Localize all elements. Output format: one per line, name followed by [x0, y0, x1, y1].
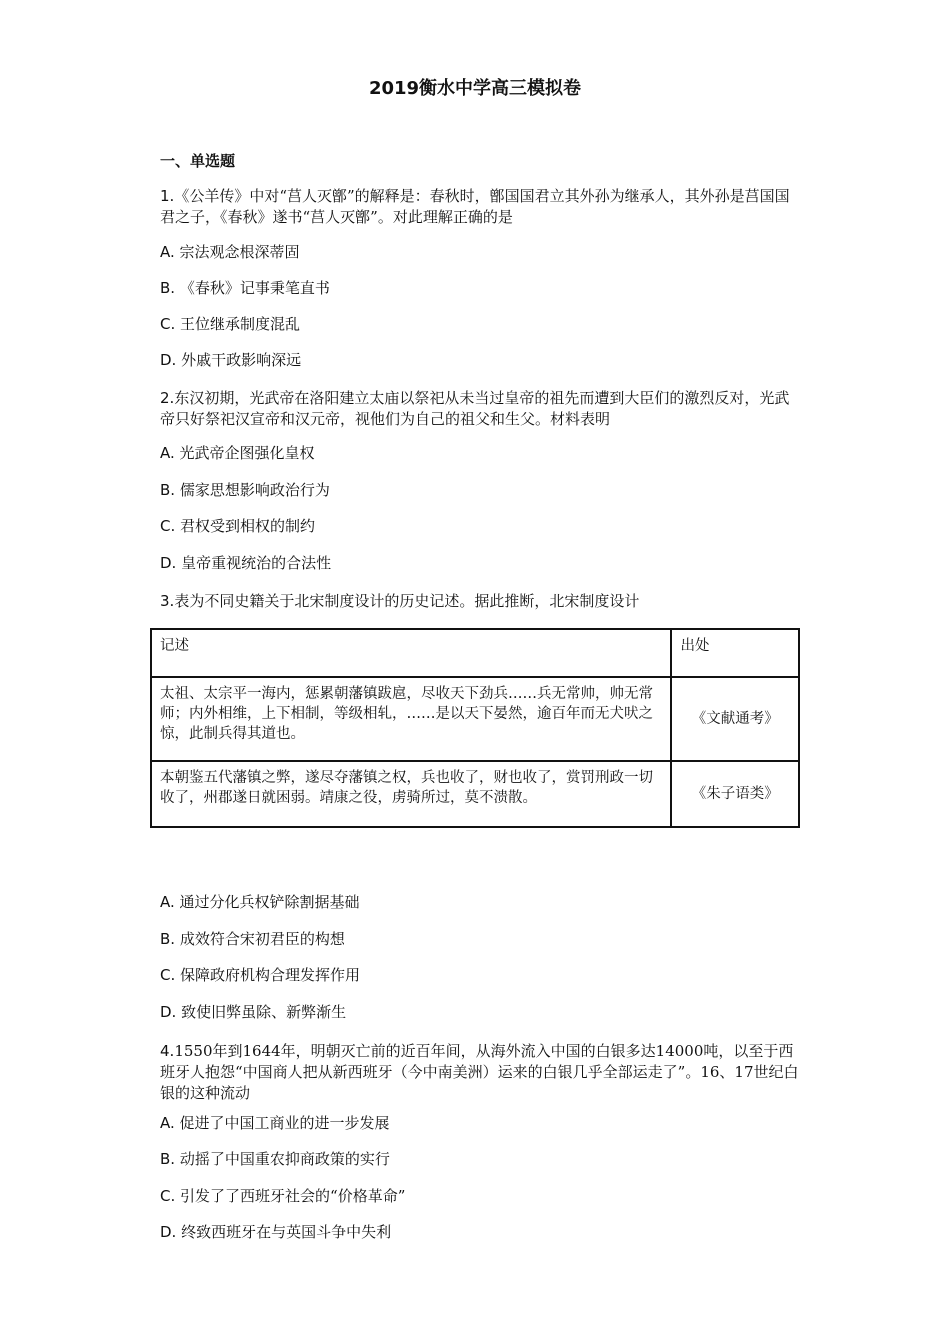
option-text: 保障政府机构合理发挥作用 — [180, 966, 361, 984]
option-text: 终致西班牙在与英国斗争中失利 — [181, 1223, 392, 1241]
option-text: 宗法观念根深蒂固 — [179, 243, 300, 261]
option-text: 引发了了西班牙社会的“价格革命” — [180, 1187, 406, 1205]
option-letter: D. — [160, 1003, 177, 1021]
table-cell-text: 太祖、太宗平一海内，惩累朝藩镇跋扈，尽收天下劲兵……兵无常帅，帅无常师；内外相维，上下相制，等级相轧，……是以天下晏然，逾百年而无犬吠之惊，此制兵得其道也。 — [151, 677, 671, 761]
option-text: 外戚干政影响深远 — [181, 351, 302, 369]
option-letter: B. — [160, 279, 176, 297]
option-text: 促进了中国工商业的进一步发展 — [179, 1114, 390, 1132]
option-text: 儒家思想影响政治行为 — [179, 481, 330, 499]
question-1-option-a — [160, 242, 300, 262]
option-text: 王位继承制度混乱 — [180, 315, 301, 333]
option-letter: D. — [160, 351, 177, 369]
question-text: .东汉初期，光武帝在洛阳建立太庙以祭祀从未当过皇帝的祖先而遭到大臣们的激烈反对，光武帝只好祭祀汉宣帝和汉元帝，视他们为自己的祖父和生父。材料表明 — [160, 389, 790, 428]
question-1-option-b — [160, 278, 330, 298]
question-2-option-b — [160, 480, 330, 500]
question-2-option-c — [160, 516, 315, 536]
option-letter: A. — [160, 444, 175, 462]
option-letter: C. — [160, 315, 176, 333]
option-letter: C. — [160, 1187, 176, 1205]
question-3-option-a — [160, 892, 360, 912]
question-4-option-a — [160, 1113, 390, 1133]
table-cell-text: 本朝鉴五代藩镇之弊，遂尽夺藩镇之权，兵也收了，财也收了，赏罚刑政一切收了，州郡遂日就困弱。靖康之役，虏骑所过，莫不溃散。 — [151, 761, 671, 827]
option-letter: D. — [160, 554, 177, 572]
question-2-option-a — [160, 443, 315, 463]
option-text: 成效符合宋初君臣的构想 — [179, 930, 345, 948]
section-heading: 一、单选题 — [160, 152, 236, 170]
table-cell-source: 《朱子语类》 — [671, 761, 799, 827]
option-text: 动摇了中国重农抑商政策的实行 — [179, 1150, 390, 1168]
question-1-stem — [160, 186, 800, 228]
table-header-row — [151, 629, 799, 677]
question-number: 2 — [160, 389, 170, 407]
question-1-option-d — [160, 350, 301, 370]
question-3-option-c — [160, 965, 360, 985]
table-row — [151, 761, 799, 827]
question-1-option-c — [160, 314, 300, 334]
question-4-option-c — [160, 1186, 405, 1206]
option-letter: D. — [160, 1223, 177, 1241]
question-text: .《公羊传》中对“莒人灭鄫”的解释是：春秋时，鄫国国君立其外孙为继承人，其外孙是莒国国君之子，《春秋》遂书“莒人灭鄫”。对此理解正确的是 — [160, 187, 790, 226]
option-letter: B. — [160, 1150, 176, 1168]
table-header-cell: 出处 — [671, 629, 799, 677]
option-text: 光武帝企图强化皇权 — [179, 444, 315, 462]
source-table — [150, 628, 800, 828]
question-text: .1550年到1644年，明朝灭亡前的近百年间，从海外流入中国的白银多达14000吨，以至于西班牙人抱怨“中国商人把从新西班牙（今中南美洲）运来的白银几乎全部运走了”。16、17世纪白银的这种流动 — [160, 1042, 799, 1102]
option-text: 君权受到相权的制约 — [180, 517, 316, 535]
option-letter: B. — [160, 481, 176, 499]
option-text: 通过分化兵权铲除割据基础 — [179, 893, 360, 911]
option-text: 《春秋》记事秉笔直书 — [179, 279, 330, 297]
question-number: 4 — [160, 1042, 170, 1060]
question-4-option-b — [160, 1149, 390, 1169]
option-letter: C. — [160, 517, 176, 535]
option-letter: C. — [160, 966, 176, 984]
table-cell-source: 《文献通考》 — [671, 677, 799, 761]
option-letter: A. — [160, 243, 175, 261]
question-number: 3 — [160, 592, 170, 610]
exam-title: 2019衡水中学高三模拟卷 — [368, 78, 582, 99]
option-letter: A. — [160, 1114, 175, 1132]
question-number: 1 — [160, 187, 170, 205]
option-letter: B. — [160, 930, 176, 948]
question-4-stem — [160, 1041, 800, 1104]
question-3-stem — [160, 591, 800, 612]
question-text: .表为不同史籍关于北宋制度设计的历史记述。据此推断，北宋制度设计 — [169, 592, 640, 610]
question-2-stem — [160, 388, 800, 430]
option-text: 致使旧弊虽除、新弊渐生 — [181, 1003, 347, 1021]
question-3-option-b — [160, 929, 345, 949]
option-text: 皇帝重视统治的合法性 — [181, 554, 332, 572]
question-3-option-d — [160, 1002, 346, 1022]
question-4-option-d — [160, 1222, 391, 1242]
table-header-cell: 记述 — [151, 629, 671, 677]
table-row — [151, 677, 799, 761]
question-2-option-d — [160, 553, 331, 573]
option-letter: A. — [160, 893, 175, 911]
